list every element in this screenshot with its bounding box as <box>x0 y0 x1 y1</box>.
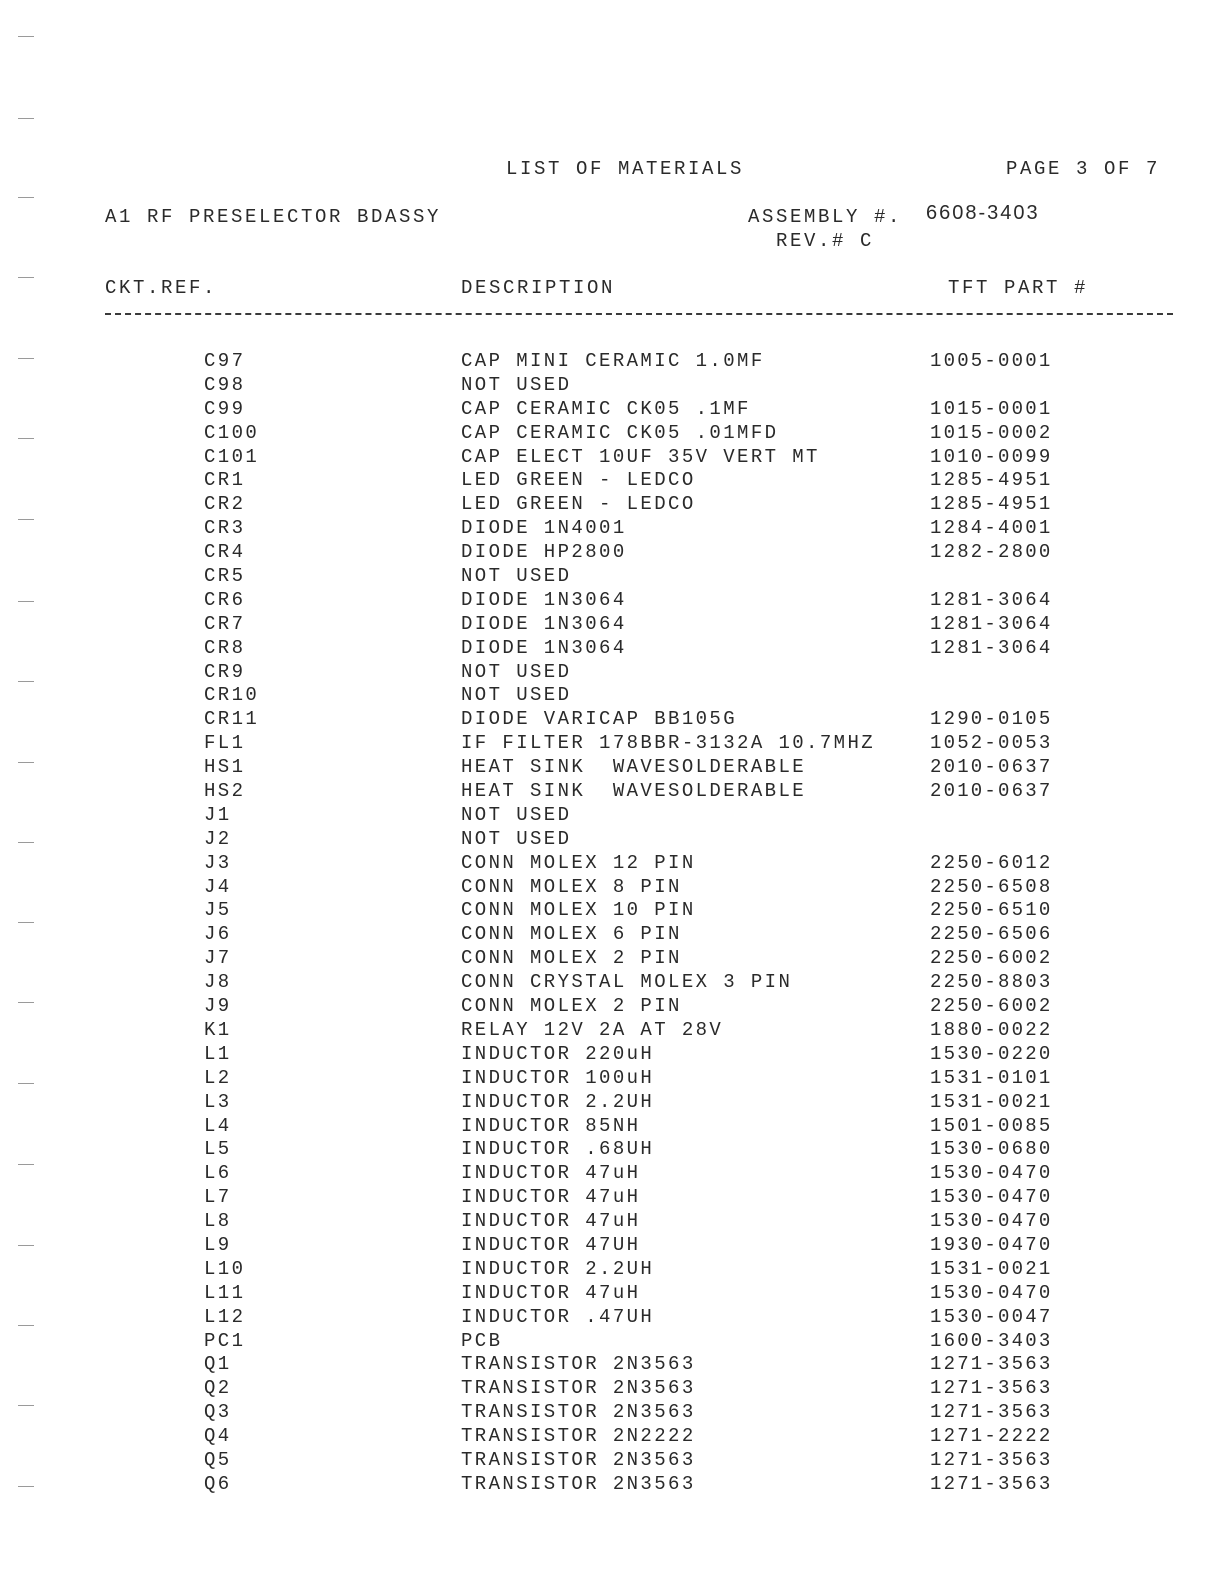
description-cell: DIODE HP2800 <box>461 541 627 564</box>
description-cell: INDUCTOR 100uH <box>461 1066 655 1089</box>
ckt-ref-cell: CR5 <box>204 565 246 588</box>
table-row <box>0 1424 1224 1448</box>
ckt-ref-cell: Q5 <box>204 1448 232 1471</box>
table-row <box>0 970 1224 994</box>
description-cell: NOT USED <box>461 565 572 588</box>
table-row <box>0 588 1224 612</box>
description-cell: CONN CRYSTAL MOLEX 3 PIN <box>461 971 793 994</box>
table-row <box>0 851 1224 875</box>
description-cell: DIODE 1N3064 <box>461 612 627 635</box>
description-cell: NOT USED <box>461 827 572 850</box>
part-number-cell: 1271-2222 <box>930 1425 1053 1448</box>
part-number-cell: 2250-6002 <box>930 947 1053 970</box>
description-cell: TRANSISTOR 2N2222 <box>461 1425 696 1448</box>
part-number-cell: 1930-0470 <box>930 1233 1053 1256</box>
ckt-ref-cell: L7 <box>204 1186 232 1209</box>
description-cell: CAP MINI CERAMIC 1.0MF <box>461 350 765 372</box>
table-row <box>0 1209 1224 1233</box>
description-cell: INDUCTOR 2.2UH <box>461 1257 655 1280</box>
description-cell: TRANSISTOR 2N3563 <box>461 1472 696 1495</box>
ckt-ref-cell: J4 <box>204 875 232 898</box>
ckt-ref-cell: J1 <box>204 803 232 826</box>
description-cell: CONN MOLEX 6 PIN <box>461 923 682 946</box>
table-row <box>0 1018 1224 1042</box>
part-number-cell: 2010-0637 <box>930 780 1053 803</box>
ckt-ref-cell: J6 <box>204 923 232 946</box>
part-number-cell: 1285-4951 <box>930 469 1053 492</box>
part-number-cell: 1271-3563 <box>930 1401 1053 1424</box>
part-number-cell: 1282-2800 <box>930 541 1053 564</box>
table-row <box>0 1472 1224 1496</box>
part-number-cell: 1530-0220 <box>930 1042 1053 1065</box>
ckt-ref-cell: Q3 <box>204 1401 232 1424</box>
ckt-ref-cell: CR11 <box>204 708 260 731</box>
description-cell: NOT USED <box>461 373 572 396</box>
description-cell: RELAY 12V 2A AT 28V <box>461 1018 724 1041</box>
table-row <box>0 898 1224 922</box>
ckt-ref-cell: CR1 <box>204 469 246 492</box>
margin-mark <box>18 277 34 278</box>
part-number-cell: 1281-3064 <box>930 588 1053 611</box>
assembly-number: 6608-3403 <box>926 202 1040 224</box>
table-row <box>0 1114 1224 1138</box>
table-row <box>0 445 1224 469</box>
table-row <box>0 1257 1224 1281</box>
ckt-ref-cell: L3 <box>204 1090 232 1113</box>
description-cell: DIODE 1N3064 <box>461 588 627 611</box>
description-cell: CAP ELECT 10UF 35V VERT MT <box>461 445 820 468</box>
description-cell: CONN MOLEX 2 PIN <box>461 995 682 1018</box>
table-row <box>0 1137 1224 1161</box>
description-cell: INDUCTOR 47uH <box>461 1186 641 1209</box>
part-number-cell: 1285-4951 <box>930 493 1053 516</box>
table-row <box>0 1305 1224 1329</box>
table-row <box>0 1090 1224 1114</box>
part-number-cell: 1052-0053 <box>930 732 1053 755</box>
ckt-ref-cell: CR10 <box>204 684 260 707</box>
table-row <box>0 707 1224 731</box>
description-cell: CONN MOLEX 10 PIN <box>461 899 696 922</box>
description-cell: PCB <box>461 1329 503 1352</box>
ckt-ref-cell: PC1 <box>204 1329 246 1352</box>
table-row <box>0 755 1224 779</box>
table-row <box>0 1400 1224 1424</box>
description-cell: NOT USED <box>461 684 572 707</box>
description-cell: INDUCTOR 2.2UH <box>461 1090 655 1113</box>
ckt-ref-cell: C98 <box>204 373 246 396</box>
part-number-cell: 1271-3563 <box>930 1377 1053 1400</box>
table-row <box>0 468 1224 492</box>
table-row <box>0 492 1224 516</box>
ckt-ref-cell: L10 <box>204 1257 246 1280</box>
part-number-cell: 1531-0021 <box>930 1090 1053 1113</box>
ckt-ref-cell: J5 <box>204 899 232 922</box>
table-row <box>0 1376 1224 1400</box>
description-cell: DIODE 1N3064 <box>461 636 627 659</box>
description-cell: CAP CERAMIC CK05 .1MF <box>461 397 751 420</box>
ckt-ref-cell: CR8 <box>204 636 246 659</box>
part-number-cell: 1600-3403 <box>930 1329 1053 1352</box>
table-row <box>0 1281 1224 1305</box>
ckt-ref-cell: K1 <box>204 1018 232 1041</box>
table-row <box>0 397 1224 421</box>
table-row <box>0 1352 1224 1376</box>
part-number-cell: 1880-0022 <box>930 1018 1053 1041</box>
materials-list <box>0 349 1224 1496</box>
part-number-cell: 1015-0002 <box>930 421 1053 444</box>
table-row <box>0 946 1224 970</box>
part-number-cell: 1530-0680 <box>930 1138 1053 1161</box>
ckt-ref-cell: CR3 <box>204 517 246 540</box>
description-cell: INDUCTOR 220uH <box>461 1042 655 1065</box>
ckt-ref-cell: HS2 <box>204 780 246 803</box>
ckt-ref-cell: Q6 <box>204 1472 232 1495</box>
part-number-cell: 1531-0021 <box>930 1257 1053 1280</box>
table-row <box>0 875 1224 899</box>
page-indicator: PAGE 3 OF 7 <box>1006 158 1161 180</box>
margin-mark <box>18 36 34 37</box>
description-cell: LED GREEN - LEDCO <box>461 493 696 516</box>
description-cell: NOT USED <box>461 660 572 683</box>
margin-mark <box>18 197 34 198</box>
ckt-ref-cell: C97 <box>204 350 246 372</box>
part-number-cell: 1530-0470 <box>930 1210 1053 1233</box>
ckt-ref-cell: FL1 <box>204 732 246 755</box>
part-number-cell: 2250-6002 <box>930 995 1053 1018</box>
description-cell: INDUCTOR 85NH <box>461 1114 641 1137</box>
part-number-cell: 1015-0001 <box>930 397 1053 420</box>
assembly-name: A1 RF PRESELECTOR BDASSY <box>105 206 442 228</box>
table-row <box>0 1448 1224 1472</box>
ckt-ref-cell: C101 <box>204 445 260 468</box>
part-number-cell: 1281-3064 <box>930 636 1053 659</box>
description-cell: IF FILTER 178BBR-3132A 10.7MHZ <box>461 732 876 755</box>
description-cell: INDUCTOR 47uH <box>461 1210 641 1233</box>
description-cell: CONN MOLEX 12 PIN <box>461 851 696 874</box>
document-title: LIST OF MATERIALS <box>506 158 745 180</box>
ckt-ref-cell: L1 <box>204 1042 232 1065</box>
description-cell: TRANSISTOR 2N3563 <box>461 1353 696 1376</box>
description-cell: CAP CERAMIC CK05 .01MFD <box>461 421 779 444</box>
part-number-cell: 2010-0637 <box>930 756 1053 779</box>
ckt-ref-cell: CR9 <box>204 660 246 683</box>
part-number-cell: 2250-6510 <box>930 899 1053 922</box>
table-row <box>0 803 1224 827</box>
part-number-cell: 1271-3563 <box>930 1472 1053 1495</box>
ckt-ref-cell: J9 <box>204 995 232 1018</box>
part-number-cell: 1284-4001 <box>930 517 1053 540</box>
ckt-ref-cell: C100 <box>204 421 260 444</box>
description-cell: INDUCTOR 47UH <box>461 1233 641 1256</box>
table-row <box>0 349 1224 373</box>
table-row <box>0 994 1224 1018</box>
part-number-cell: 1530-0047 <box>930 1305 1053 1328</box>
table-row <box>0 1161 1224 1185</box>
part-number-cell: 1530-0470 <box>930 1162 1053 1185</box>
description-cell: HEAT SINK WAVESOLDERABLE <box>461 780 807 803</box>
description-cell: INDUCTOR .68UH <box>461 1138 655 1161</box>
ckt-ref-cell: L12 <box>204 1305 246 1328</box>
part-number-cell: 1281-3064 <box>930 612 1053 635</box>
description-cell: CONN MOLEX 2 PIN <box>461 947 682 970</box>
ckt-ref-cell: L5 <box>204 1138 232 1161</box>
margin-mark <box>18 118 34 119</box>
assembly-number-label: ASSEMBLY #. <box>748 206 903 228</box>
ckt-ref-cell: Q4 <box>204 1425 232 1448</box>
description-cell: CONN MOLEX 8 PIN <box>461 875 682 898</box>
ckt-ref-cell: CR7 <box>204 612 246 635</box>
description-cell: TRANSISTOR 2N3563 <box>461 1448 696 1471</box>
table-row <box>0 922 1224 946</box>
ckt-ref-cell: L11 <box>204 1281 246 1304</box>
ckt-ref-cell: L6 <box>204 1162 232 1185</box>
part-number-cell: 1530-0470 <box>930 1281 1053 1304</box>
table-row <box>0 1329 1224 1353</box>
part-number-cell: 1290-0105 <box>930 708 1053 731</box>
table-row <box>0 1042 1224 1066</box>
part-number-cell: 2250-6012 <box>930 851 1053 874</box>
table-row <box>0 1066 1224 1090</box>
part-number-cell: 1005-0001 <box>930 350 1053 372</box>
column-header-description: DESCRIPTION <box>461 277 616 299</box>
part-number-cell: 2250-8803 <box>930 971 1053 994</box>
column-header-ckt-ref: CKT.REF. <box>105 277 218 299</box>
table-row <box>0 1233 1224 1257</box>
part-number-cell: 1501-0085 <box>930 1114 1053 1137</box>
part-number-cell: 2250-6506 <box>930 923 1053 946</box>
description-cell: INDUCTOR .47UH <box>461 1305 655 1328</box>
part-number-cell: 1010-0099 <box>930 445 1053 468</box>
part-number-cell: 1530-0470 <box>930 1186 1053 1209</box>
revision: REV.# C <box>776 230 875 252</box>
table-row <box>0 683 1224 707</box>
table-row <box>0 731 1224 755</box>
ckt-ref-cell: HS1 <box>204 756 246 779</box>
ckt-ref-cell: J8 <box>204 971 232 994</box>
header-divider <box>105 313 1173 315</box>
ckt-ref-cell: J3 <box>204 851 232 874</box>
description-cell: HEAT SINK WAVESOLDERABLE <box>461 756 807 779</box>
part-number-cell: 2250-6508 <box>930 875 1053 898</box>
ckt-ref-cell: CR2 <box>204 493 246 516</box>
column-header-part-number: TFT PART # <box>948 277 1089 299</box>
ckt-ref-cell: J2 <box>204 827 232 850</box>
ckt-ref-cell: L8 <box>204 1210 232 1233</box>
description-cell: TRANSISTOR 2N3563 <box>461 1377 696 1400</box>
table-row <box>0 827 1224 851</box>
ckt-ref-cell: C99 <box>204 397 246 420</box>
part-number-cell: 1271-3563 <box>930 1353 1053 1376</box>
part-number-cell: 1271-3563 <box>930 1448 1053 1471</box>
ckt-ref-cell: L4 <box>204 1114 232 1137</box>
table-row <box>0 612 1224 636</box>
ckt-ref-cell: Q2 <box>204 1377 232 1400</box>
table-row <box>0 564 1224 588</box>
description-cell: DIODE 1N4001 <box>461 517 627 540</box>
description-cell: LED GREEN - LEDCO <box>461 469 696 492</box>
table-row <box>0 779 1224 803</box>
table-row <box>0 540 1224 564</box>
table-row <box>0 1185 1224 1209</box>
ckt-ref-cell: Q1 <box>204 1353 232 1376</box>
ckt-ref-cell: CR4 <box>204 541 246 564</box>
description-cell: NOT USED <box>461 803 572 826</box>
table-row <box>0 636 1224 660</box>
ckt-ref-cell: L2 <box>204 1066 232 1089</box>
description-cell: INDUCTOR 47uH <box>461 1281 641 1304</box>
description-cell: DIODE VARICAP BB105G <box>461 708 738 731</box>
table-row <box>0 373 1224 397</box>
ckt-ref-cell: CR6 <box>204 588 246 611</box>
ckt-ref-cell: J7 <box>204 947 232 970</box>
table-row <box>0 516 1224 540</box>
part-number-cell: 1531-0101 <box>930 1066 1053 1089</box>
table-row <box>0 421 1224 445</box>
description-cell: TRANSISTOR 2N3563 <box>461 1401 696 1424</box>
ckt-ref-cell: L9 <box>204 1233 232 1256</box>
table-row <box>0 660 1224 684</box>
description-cell: INDUCTOR 47uH <box>461 1162 641 1185</box>
